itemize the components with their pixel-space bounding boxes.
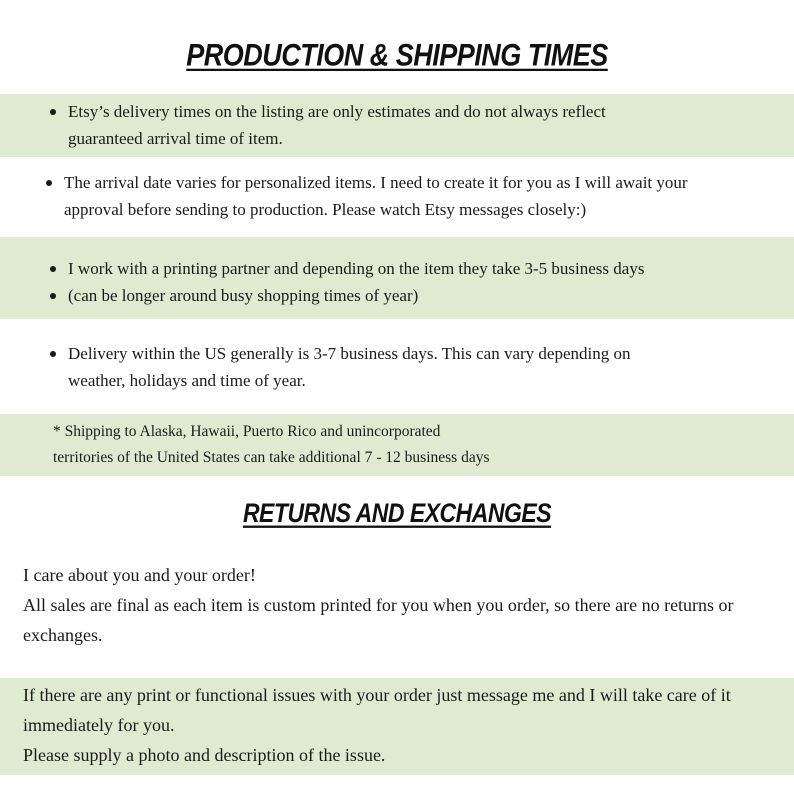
bullet-printing-partner: I work with a printing partner and depending on the item they take 3-5 business days <box>50 255 644 282</box>
issues-paragraph: If there are any print or functional issues with your order just message me and I will take care of it immediately for you. Please supply a photo and description of the issue. <box>23 685 731 765</box>
band-personalized <box>0 157 794 237</box>
bullet-delivery: Delivery within the US generally is 3-7 business days. This can vary depending on weather, holidays and time of year. <box>50 340 630 394</box>
shipping-note: * Shipping to Alaska, Hawaii, Puerto Rico and unincorporated territories of the United States can take additional 7 - 12 business days <box>53 423 490 466</box>
returns-policy-paragraph: I care about you and your order! All sales are final as each item is custom printed for you when you order, so there are no returns or exchanges. <box>23 565 734 645</box>
returns-exchanges-heading: RETURNS AND EXCHANGES <box>242 497 552 528</box>
bullet-estimates: Etsy’s delivery times on the listing are only estimates and do not always reflect guaranteed arrival time of item. <box>50 98 606 152</box>
production-shipping-heading: PRODUCTION & SHIPPING TIMES <box>186 37 608 73</box>
band-issues <box>0 678 794 775</box>
band-printing-partner <box>0 237 794 319</box>
band-shipping-note <box>0 414 794 476</box>
bullet-busy-times: (can be longer around busy shopping times of year) <box>50 282 644 309</box>
bullet-personalized: The arrival date varies for personalized items. I need to create it for you as I will await your approval before sending to production. Please watch Etsy messages closely:) <box>46 169 688 223</box>
band-estimates <box>0 94 794 157</box>
band-delivery <box>0 319 794 414</box>
